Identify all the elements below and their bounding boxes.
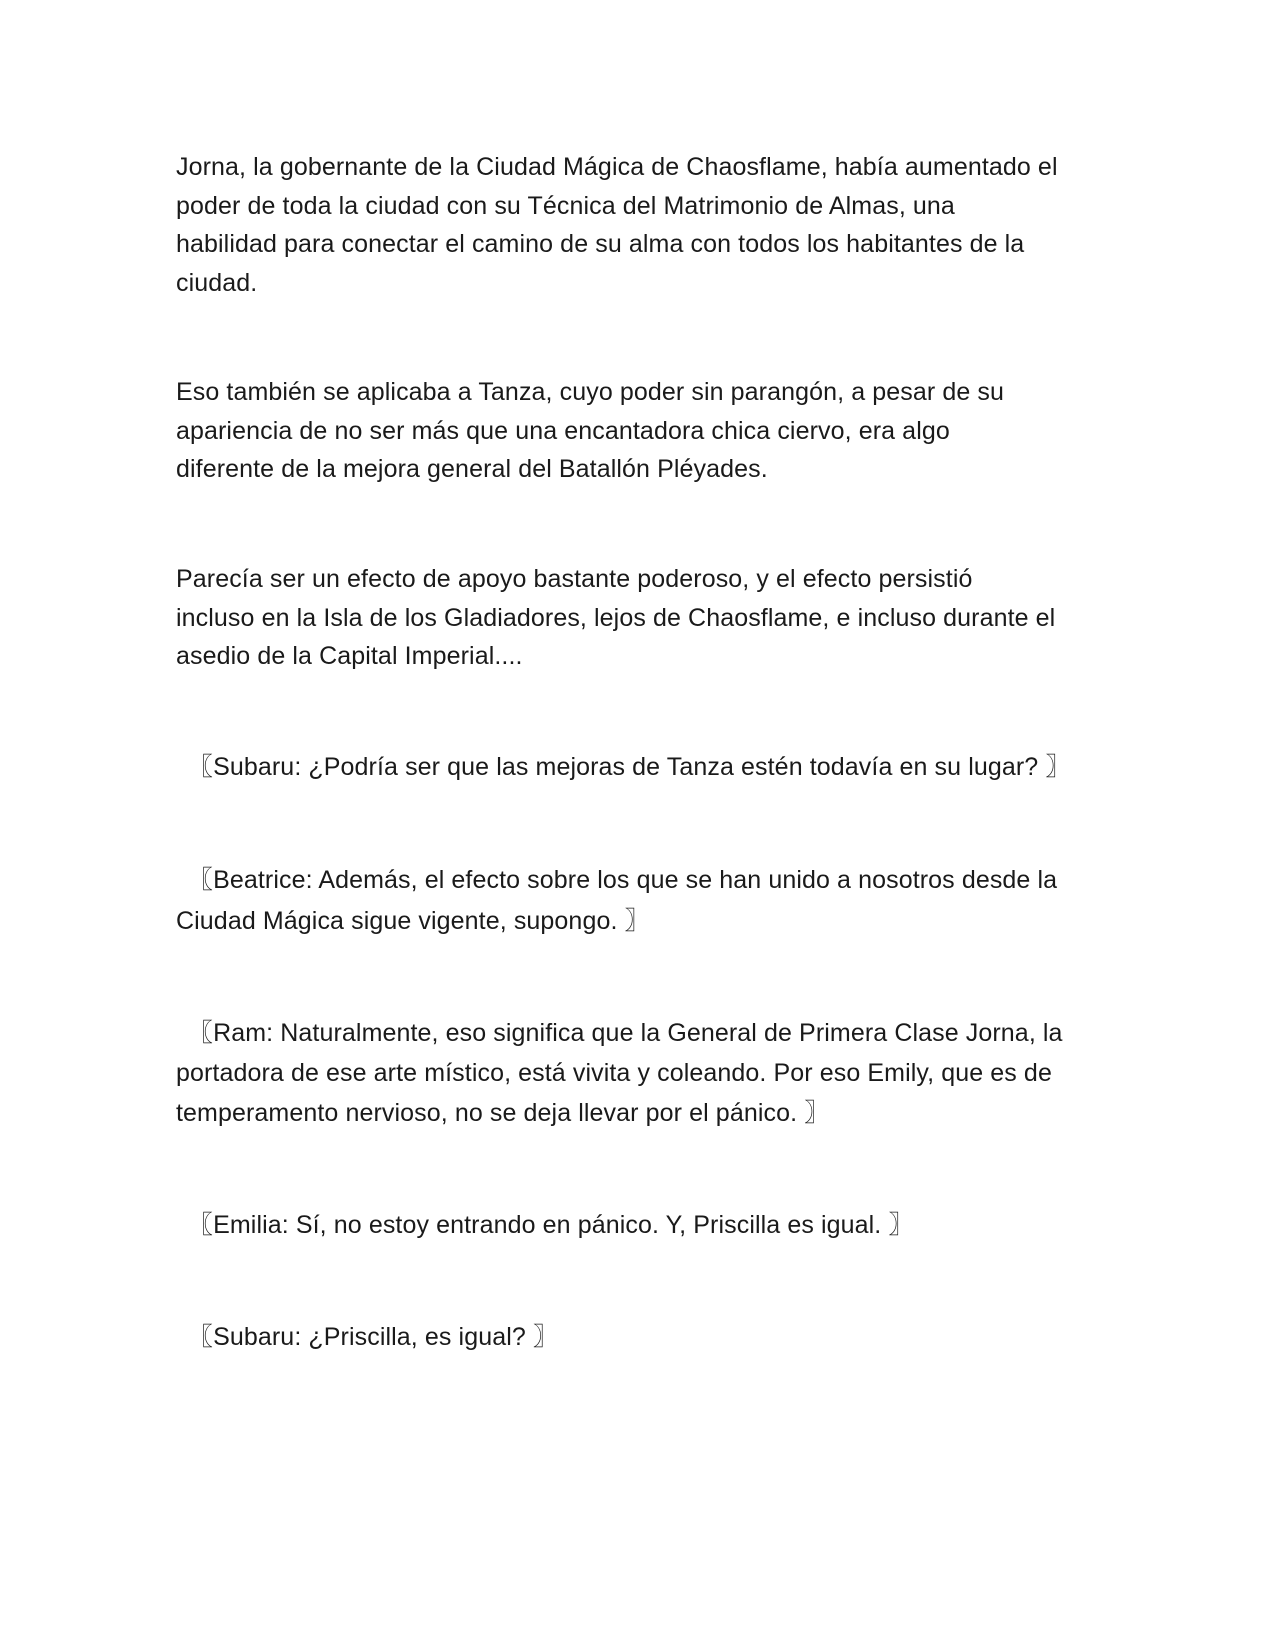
narration-paragraph bbox=[176, 373, 1106, 489]
dialogue-subaru bbox=[176, 1318, 1106, 1357]
text-line: asedio de la Capital Imperial.... bbox=[176, 642, 523, 670]
text-line: 〖Beatrice: Además, el efecto sobre los que se han unido a nosotros desde la bbox=[188, 866, 1058, 894]
dialogue-beatrice bbox=[176, 860, 1106, 942]
text-line: 〖Emilia: Sí, no estoy entrando en pánico. Y, Priscilla es igual. 〗 bbox=[188, 1211, 914, 1239]
text-line: 〖Subaru: ¿Priscilla, es igual? 〗 bbox=[188, 1323, 559, 1351]
text-line: temperamento nervioso, no se deja llevar por el pánico. 〗 bbox=[176, 1099, 830, 1127]
text-line: portadora de ese arte místico, está vivita y coleando. Por eso Emily, que es de bbox=[176, 1059, 1052, 1087]
narration-paragraph bbox=[176, 148, 1106, 302]
text-line: diferente de la mejora general del Batallón Pléyades. bbox=[176, 455, 768, 483]
narration-paragraph bbox=[176, 560, 1106, 676]
text-line: Eso también se aplicaba a Tanza, cuyo poder sin parangón, a pesar de su bbox=[176, 378, 1005, 406]
text-line: Jorna, la gobernante de la Ciudad Mágica de Chaosflame, había aumentado el bbox=[176, 153, 1058, 181]
text-line: poder de toda la ciudad con su Técnica del Matrimonio de Almas, una bbox=[176, 191, 955, 220]
text-line: apariencia de no ser más que una encantadora chica ciervo, era algo bbox=[176, 416, 950, 445]
dialogue-subaru bbox=[176, 748, 1106, 787]
text-line: habilidad para conectar el camino de su alma con todos los habitantes de la bbox=[176, 230, 1025, 258]
text-line: 〖Subaru: ¿Podría ser que las mejoras de Tanza estén todavía en su lugar? 〗 bbox=[188, 753, 1071, 781]
text-line: Parecía ser un efecto de apoyo bastante poderoso, y el efecto persistió bbox=[176, 565, 973, 593]
text-line: Ciudad Mágica sigue vigente, supongo. 〗 bbox=[176, 907, 650, 935]
dialogue-emilia bbox=[176, 1206, 1106, 1245]
text-line: incluso en la Isla de los Gladiadores, lejos de Chaosflame, e incluso durante el bbox=[176, 603, 1056, 632]
dialogue-ram bbox=[176, 1013, 1106, 1133]
text-line: ciudad. bbox=[176, 268, 258, 297]
text-line: 〖Ram: Naturalmente, eso significa que la General de Primera Clase Jorna, la bbox=[188, 1019, 1063, 1047]
